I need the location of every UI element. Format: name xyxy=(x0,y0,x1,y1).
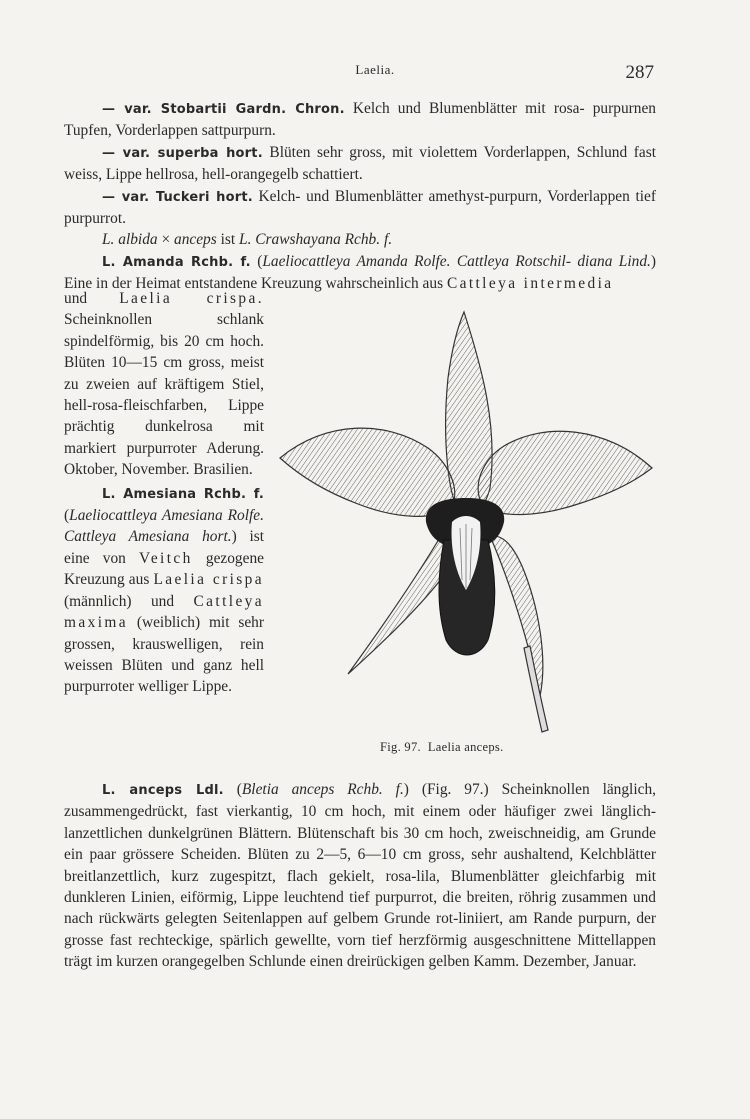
left-sepal xyxy=(348,534,451,674)
entry-heading: — var. Stobartii Gardn. Chron. xyxy=(102,102,345,117)
entry-var-tuckeri: — var. Tuckeri hort. Kelch- und Blumenblätter amethyst-purpurn, Vorderlappen tief purpurrot. xyxy=(64,187,656,228)
entry-heading: — var. Tuckeri hort. xyxy=(102,189,253,205)
page-number: 287 xyxy=(625,62,654,83)
left-petal xyxy=(280,428,455,516)
hybrid-note: L. albida × anceps ist L. Crawshayana Rchb. f. xyxy=(102,231,393,249)
entry-heading: L. Amanda Rchb. f. xyxy=(102,254,251,270)
entry-heading: L. Amesiana Rchb. f. xyxy=(102,486,264,502)
running-title: Laelia. xyxy=(355,62,395,77)
bottom-text-block xyxy=(64,779,656,973)
entry-amesiana: L. Amesiana Rchb. f. (Laeliocattleya Amesiana Rolfe. Cattleya Amesiana hort.) ist eine von Veitch gezogene Kreuzung aus Laelia crispa (männlich) und Cattleya maxima (weiblich) mit sehr grossen, krauswelligen, rein weissen Blüten und ganz hell purpurroter welliger Lippe. xyxy=(64,486,264,696)
figure-caption: Fig. 97. Laelia anceps. xyxy=(380,740,504,754)
entry-var-stobartii: — var. Stobartii Gardn. Chron. Kelch und Blumenblätter mit rosa- purpurnen Tupfen, Vorderlappen sattpurpurn. xyxy=(64,100,656,140)
top-text-block xyxy=(64,98,656,295)
entry-heading: L. anceps Ldl. xyxy=(102,783,224,798)
entry-var-superba: — var. superba hort. Blüten sehr gross, mit violettem Vorderlappen, Schlund fast weiss, Lippe hellrosa, hell-orangegelb schattiert. xyxy=(64,143,656,184)
right-petal xyxy=(478,431,652,514)
orchid-illustration xyxy=(276,308,660,740)
entry-anceps: L. anceps Ldl. (Bletia anceps Rchb. f.) (Fig. 97.) Scheinknollen länglich, zusammengedrückt, fast vierkantig, 10 cm hoch, mit einem oder häufiger zwei länglich-lanzettlichen dunkelgrünen Blättern. Blütenschaft bis 30 cm hoch, zweischneidig, am Grunde ein paar grössere Scheiden. Blüten zu 2—5, 6—10 cm gross, sehr aushaltend, Kelchblätter breitlanzettlich, kurz zugespitzt, flach gekielt, rosa-lila, Blumenblätter gleichfarbig mit dunkleren Linien, eiförmig, Lippe leuchtend tief purpurrot, die breiten, röhrig zusammen und nach rückwärts gelegten Seitenlappen auf gelbem Grunde rot-liniiert, am Rande purpurn, der grosse fast rechteckige, spärlich gewellte, vorn tief herzförmig ausgeschnittene Mittellappen trägt im kurzen orangegelben Schlunde einen dreirückigen gelben Kamm. Dezember, Januar. xyxy=(64,781,656,971)
entry-amanda: L. Amanda Rchb. f. (Laeliocattleya Amanda Rolfe. Cattleya Rotschil- diana Lind.) Eine in der Heimat entstandene Kreuzung wahrscheinlich aus Cattleya intermedia xyxy=(64,252,657,293)
left-column-text: und Laelia crispa. Scheinknollen schlank spindelförmig, bis 20 cm hoch. Blüten 10—15 cm gross, meist zu zweien auf kräftigem Stiel, hell-rosa-fleischfarben, Lippe prächtig dunkelrosa mit markiert purpurroter Aderung. Oktober, November. Brasilien. L. Amesiana Rchb. f. (Laeliocattleya Amesiana Rolfe. Cattleya Amesiana hort.) ist eine von Veitch gezogene Kreuzung aus Laelia crispa (männlich) und Cattleya maxima (weiblich) mit sehr grossen, krauswelligen, rein weissen Blüten und ganz hell purpurroter welliger Lippe. xyxy=(64,288,264,698)
entry-heading: — var. superba hort. xyxy=(102,145,263,161)
